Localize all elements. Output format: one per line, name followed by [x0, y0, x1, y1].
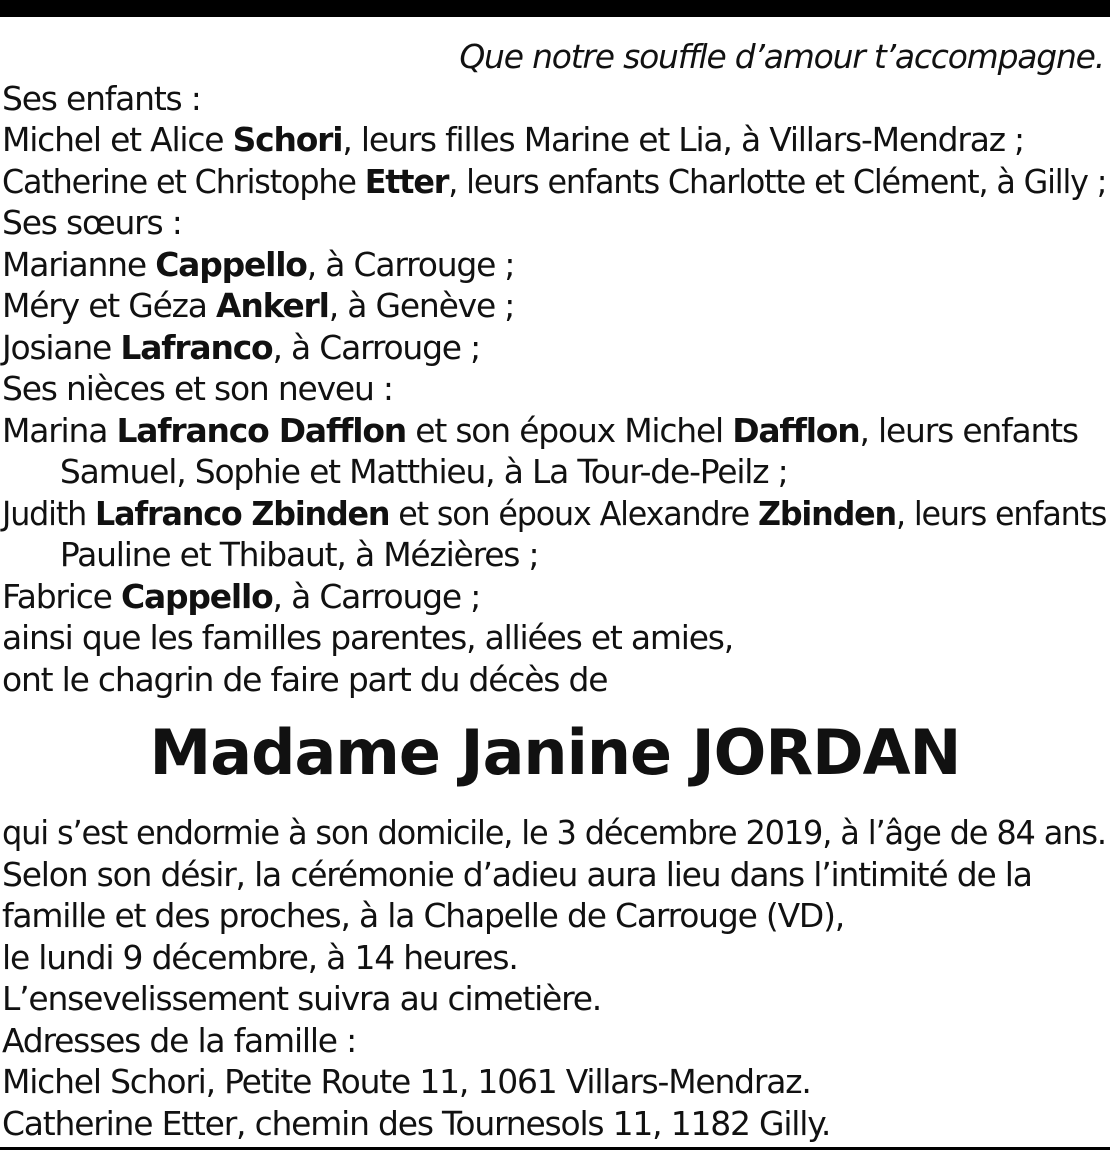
- surname: Ankerl: [216, 286, 329, 325]
- text: Marina: [2, 410, 117, 450]
- detail-line: famille et des proches, à la Chapelle de Carrouge (VD),: [2, 896, 844, 935]
- text: et son époux Alexandre: [389, 493, 759, 533]
- text: Catherine et Christophe: [2, 161, 365, 201]
- address-line: Catherine Etter, chemin des Tournesols 11, 1182 Gilly.: [2, 1103, 831, 1143]
- surname: Cappello: [120, 576, 273, 616]
- family-line-sister-1: [2, 244, 1106, 286]
- obituary-notice: [2, 36, 1108, 1144]
- family-line-niece-1: [2, 410, 1106, 452]
- text: , à Genève ;: [328, 286, 515, 325]
- family-line-sister-2: [2, 285, 1106, 327]
- surname: Cappello: [155, 244, 307, 284]
- text: Fabrice: [2, 576, 121, 616]
- family-line-niece-2-continued: Pauline et Thibaut, à Mézières ;: [59, 535, 539, 574]
- family-line-niece-1-continued: Samuel, Sophie et Matthieu, à La Tour-de-Peilz ;: [59, 452, 788, 491]
- detail-line: le lundi 9 décembre, à 14 heures.: [2, 937, 518, 977]
- text: Marianne: [2, 244, 156, 284]
- address-line: Michel Schori, Petite Route 11, 1061 Villars-Mendraz.: [2, 1062, 811, 1101]
- bottom-rule: [0, 1147, 1110, 1150]
- top-rule: [0, 0, 1110, 17]
- surname: Lafranco: [120, 327, 273, 367]
- others-line: ainsi que les familles parentes, alliées et amies,: [2, 618, 734, 657]
- surname: Lafranco Dafflon: [116, 410, 407, 450]
- text: , leurs enfants: [859, 410, 1078, 450]
- deceased-name: Madame Janine JORDAN: [149, 716, 961, 789]
- surname: Zbinden: [758, 493, 896, 533]
- surname: Schori: [232, 120, 343, 159]
- family-line-child-1: [2, 119, 1106, 161]
- children-heading: Ses enfants :: [2, 78, 201, 118]
- announcement-line: ont le chagrin de faire part du décès de: [2, 659, 608, 699]
- text: , leurs enfants: [895, 493, 1107, 533]
- text: , leurs filles Marine et Lia, à Villars-Mendraz ;: [342, 120, 1024, 159]
- detail-line: Adresses de la famille :: [2, 1020, 357, 1060]
- text: Méry et Géza: [2, 286, 217, 325]
- text: , à Carrouge ;: [272, 576, 481, 616]
- epigraph: Que notre souffle d’amour t’accompagne.: [459, 37, 1105, 76]
- surname: Dafflon: [732, 410, 860, 450]
- text: , leurs enfants Charlotte et Clément, à Gilly ;: [448, 161, 1107, 201]
- sisters-heading: Ses sœurs :: [2, 203, 182, 242]
- detail-line: L’ensevelissement suivra au cimetière.: [2, 979, 602, 1018]
- family-line-child-2: [2, 161, 1107, 203]
- text: , à Carrouge ;: [306, 244, 515, 284]
- family-line-sister-3: [2, 327, 1106, 369]
- family-line-niece-2: [2, 493, 1107, 535]
- detail-line: qui s’est endormie à son domicile, le 3 décembre 2019, à l’âge de 84 ans.: [2, 813, 1106, 852]
- detail-line: Selon son désir, la cérémonie d’adieu aura lieu dans l’intimité de la: [2, 854, 1032, 894]
- surname: Lafranco Zbinden: [95, 493, 390, 533]
- surname: Etter: [364, 161, 449, 201]
- text: , à Carrouge ;: [272, 327, 481, 367]
- nieces-heading: Ses nièces et son neveu :: [2, 369, 393, 408]
- family-line-nephew: [2, 576, 1106, 618]
- text: Josiane: [2, 327, 121, 367]
- text: Judith: [2, 493, 96, 533]
- text: et son époux Michel: [406, 410, 733, 450]
- text: Michel et Alice: [2, 120, 233, 159]
